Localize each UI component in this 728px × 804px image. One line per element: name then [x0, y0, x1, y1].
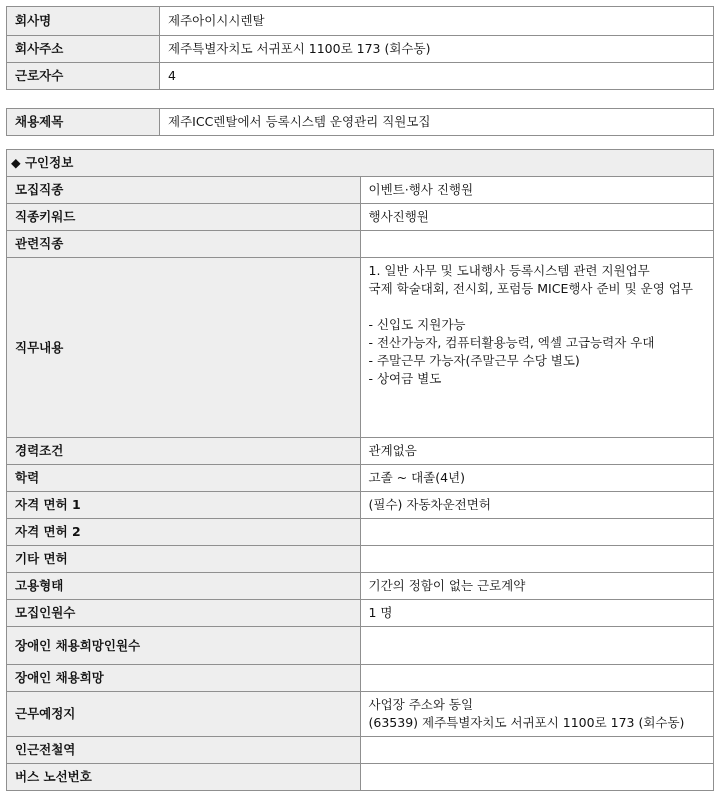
duties-value [360, 258, 714, 438]
other-license-label: 기타 면허 [7, 546, 361, 573]
workplace-line: 사업장 주소와 동일 [368, 697, 474, 712]
company-address-label: 회사주소 [7, 36, 160, 63]
experience-row [7, 438, 714, 465]
related-label: 관련직종 [7, 231, 361, 258]
license2-value [360, 519, 714, 546]
duties-line [369, 298, 714, 316]
duties-line: 1. 일반 사무 및 도내행사 등록시스템 관련 지원업무 [368, 263, 650, 278]
bus-value [360, 764, 714, 791]
keyword-value: 행사진행원 [360, 204, 714, 231]
openings-label: 모집인원수 [7, 600, 361, 627]
license2-row [7, 519, 714, 546]
disabled-hope-label: 장애인 채용희망 [7, 665, 361, 692]
company-name-row [7, 7, 714, 36]
job-section-title: ◆ 구인정보 [7, 150, 714, 177]
openings-value: 1 명 [360, 600, 714, 627]
company-info-table [6, 6, 714, 90]
employment-type-row [7, 573, 714, 600]
keyword-label: 직종키워드 [7, 204, 361, 231]
other-license-value [360, 546, 714, 573]
openings-row [7, 600, 714, 627]
duties-line: - 신입도 지원가능 [368, 317, 466, 332]
education-label: 학력 [7, 465, 361, 492]
company-address-row [7, 36, 714, 63]
bus-row [7, 764, 714, 791]
duties-line: - 주말근무 가능자(주말근무 수당 별도) [368, 353, 580, 368]
workplace-row [7, 692, 714, 737]
workers-label: 근로자수 [7, 63, 160, 90]
duties-line: 국제 학술대회, 전시회, 포럼등 MICE행사 준비 및 운영 업무 [368, 281, 693, 296]
disabled-hope-value [360, 665, 714, 692]
duties-line: - 상여금 별도 [368, 371, 442, 386]
subway-value [360, 737, 714, 764]
duties-label: 직무내용 [7, 258, 361, 438]
posting-title-row [7, 109, 714, 136]
disabled-hope-row [7, 665, 714, 692]
company-address-value: 제주특별자치도 서귀포시 1100로 173 (회수동) [160, 36, 714, 63]
duties-line: - 전산가능자, 컴퓨터활용능력, 엑셀 고급능력자 우대 [368, 335, 655, 350]
license2-label: 자격 면허 2 [7, 519, 361, 546]
posting-title-label: 채용제목 [7, 109, 160, 136]
job-section-header-row [7, 150, 714, 177]
disabled-count-value [360, 627, 714, 665]
experience-label: 경력조건 [7, 438, 361, 465]
occupation-value: 이벤트·행사 진행원 [360, 177, 714, 204]
duties-row [7, 258, 714, 438]
job-info-table [6, 149, 714, 791]
experience-value: 관계없음 [360, 438, 714, 465]
workers-value: 4 [160, 63, 714, 90]
keyword-row [7, 204, 714, 231]
workplace-label: 근무예정지 [7, 692, 361, 737]
company-name-value: 제주아이시시렌탈 [160, 7, 714, 36]
education-value: 고졸 ~ 대졸(4년) [360, 465, 714, 492]
license1-value: (필수) 자동차운전면허 [360, 492, 714, 519]
occupation-label: 모집직종 [7, 177, 361, 204]
related-row [7, 231, 714, 258]
related-value [360, 231, 714, 258]
disabled-count-row [7, 627, 714, 665]
other-license-row [7, 546, 714, 573]
subway-row [7, 737, 714, 764]
posting-title-value: 제주ICC렌탈에서 등록시스템 운영관리 직원모집 [160, 109, 714, 136]
license1-label: 자격 면허 1 [7, 492, 361, 519]
posting-title-table [6, 108, 714, 136]
education-row [7, 465, 714, 492]
occupation-row [7, 177, 714, 204]
employment-type-value: 기간의 정함이 없는 근로계약 [360, 573, 714, 600]
bus-label: 버스 노선번호 [7, 764, 361, 791]
disabled-count-label: 장애인 채용희망인원수 [7, 627, 361, 665]
subway-label: 인근전철역 [7, 737, 361, 764]
workplace-line: (63539) 제주특별자치도 서귀포시 1100로 173 (회수동) [368, 715, 685, 730]
workplace-value [360, 692, 714, 737]
company-name-label: 회사명 [7, 7, 160, 36]
license1-row [7, 492, 714, 519]
employment-type-label: 고용형태 [7, 573, 361, 600]
workers-row [7, 63, 714, 90]
